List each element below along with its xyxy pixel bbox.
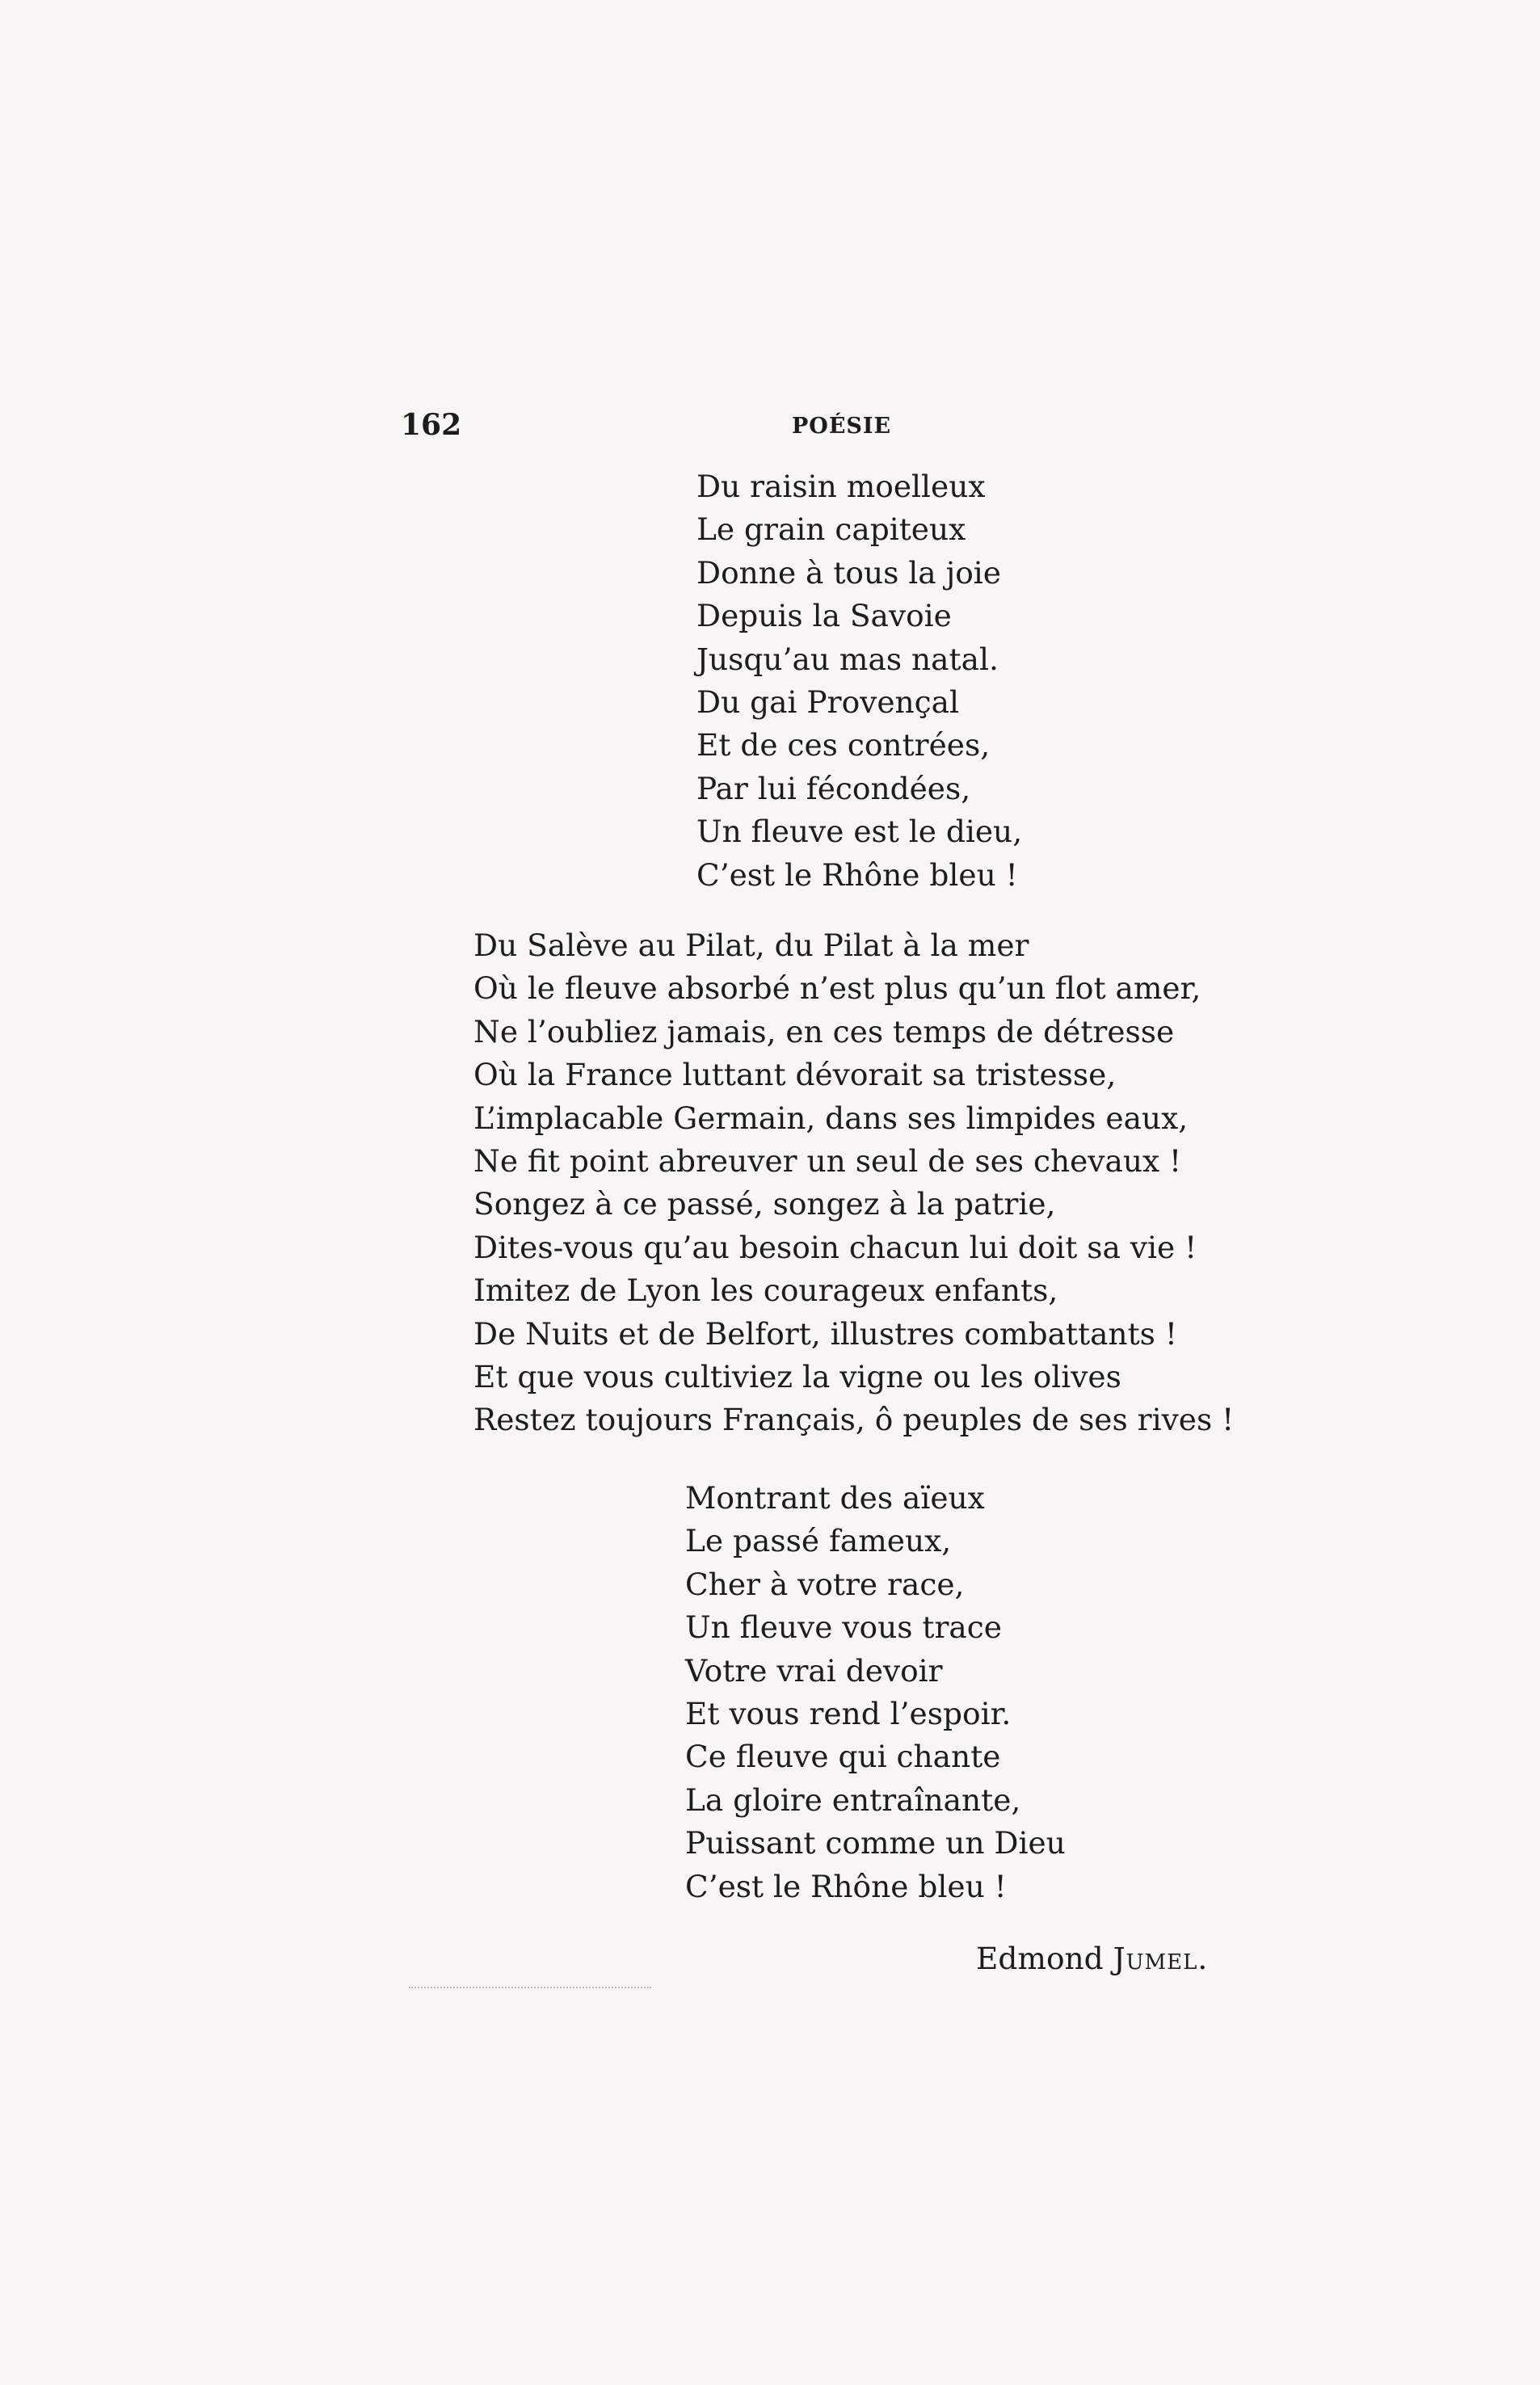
verse-line: Ne fit point abreuver un seul de ses chevaux ! [473, 1143, 1182, 1180]
verse-line: Du Salève au Pilat, du Pilat à la mer [473, 928, 1029, 963]
verse-line: Restez toujours Français, ô peuples de ses rives ! [473, 1402, 1235, 1438]
verse-line: Ce fleuve qui chante [685, 1739, 1001, 1775]
author-first-name: Edmond [976, 1941, 1104, 1976]
stanza-1 [696, 465, 1022, 897]
verse-line: Ne l’oubliez jamais, en ces temps de détresse [473, 1013, 1175, 1049]
verse-line: L’implacable Germain, dans ses limpides eaux, [473, 1100, 1189, 1136]
verse-line: Imitez de Lyon les courageux enfants, [473, 1272, 1058, 1309]
verse-line: Puissant comme un Dieu [685, 1825, 1066, 1861]
running-title: POÉSIE [792, 414, 892, 439]
verse-line: Jusqu’au mas natal. [696, 641, 999, 677]
verse-line: Et que vous cultiviez la vigne ou les olives [473, 1359, 1121, 1395]
verse-line: Un fleuve vous trace [685, 1609, 1002, 1646]
verse-line: C’est le Rhône bleu ! [685, 1868, 1007, 1904]
verse-line: La gloire entraînante, [685, 1781, 1021, 1818]
verse-line: Où le fleuve absorbé n’est plus qu’un flot amer, [473, 970, 1201, 1007]
verse-line: C’est le Rhône bleu ! [696, 856, 1018, 893]
verse-line: Depuis la Savoie [696, 598, 952, 634]
verse-line: Donne à tous la joie [696, 554, 1001, 591]
verse-line: Songez à ce passé, songez à la patrie, [473, 1186, 1056, 1222]
verse-line: Votre vrai devoir [685, 1652, 943, 1689]
verse-line: Le passé fameux, [685, 1523, 952, 1559]
verse-line: Dites-vous qu’au besoin chacun lui doit sa vie ! [473, 1229, 1197, 1265]
verse-line: Par lui fécondées, [696, 770, 971, 806]
author-signature [976, 1937, 1208, 1980]
stanza-2 [473, 924, 1234, 1442]
verse-line: Cher à votre race, [685, 1566, 965, 1602]
author-last-name: Jumel. [1113, 1941, 1209, 1976]
verse-line: Et de ces contrées, [696, 727, 991, 763]
end-rule [409, 1987, 651, 1988]
verse-line: Un fleuve est le dieu, [696, 814, 1023, 850]
stanza-3 [685, 1477, 1066, 1908]
verse-line: Du raisin moelleux [696, 469, 986, 504]
verse-line: Et vous rend l’espoir. [685, 1696, 1012, 1732]
verse-line: Montrant des aïeux [685, 1480, 985, 1516]
verse-line: Du gai Provençal [696, 684, 960, 721]
verse-line: De Nuits et de Belfort, illustres combattants ! [473, 1315, 1177, 1352]
page-number: 162 [401, 408, 462, 442]
verse-line: Où la France luttant dévorait sa tristesse, [473, 1057, 1117, 1093]
verse-line: Le grain capiteux [696, 511, 966, 548]
